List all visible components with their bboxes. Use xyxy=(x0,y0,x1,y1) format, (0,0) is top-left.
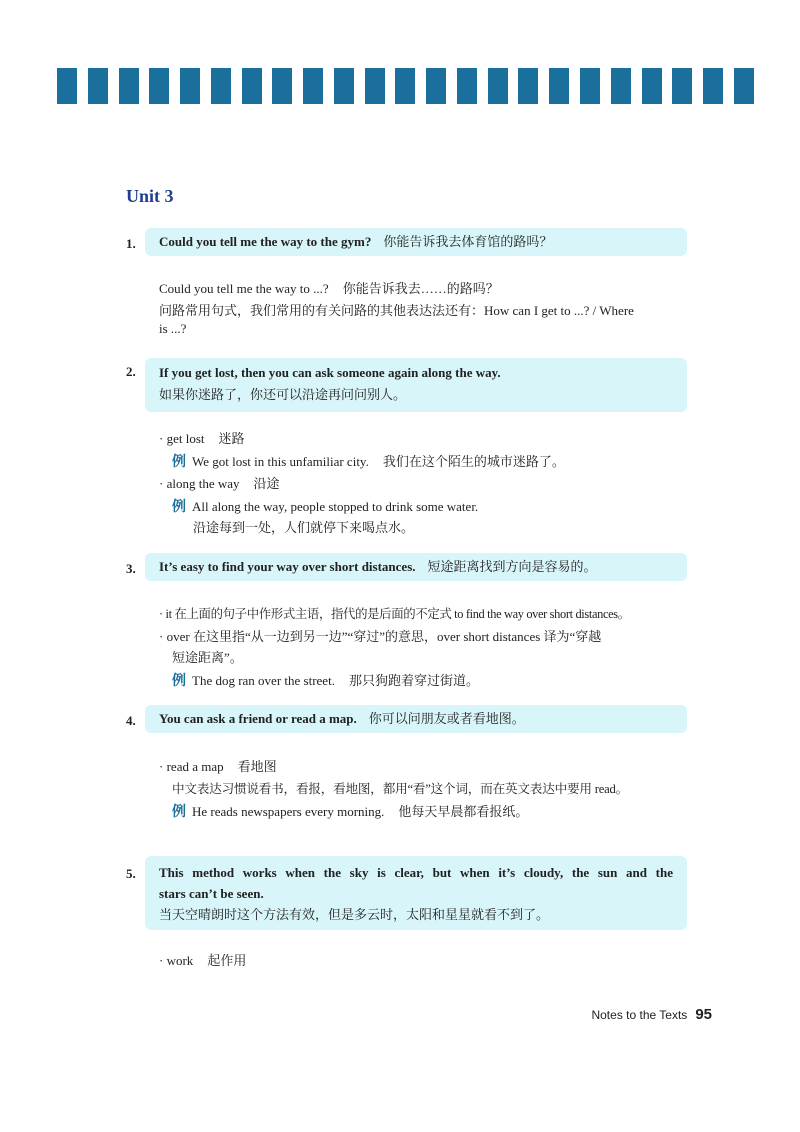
sentence-en: If you get lost, then you can ask someone again along the way. xyxy=(159,365,501,380)
list-item xyxy=(159,756,277,775)
example xyxy=(172,801,528,821)
term-meaning: 迷路 xyxy=(218,431,245,446)
example xyxy=(172,496,478,516)
bullet: · xyxy=(159,431,164,446)
sentence-box xyxy=(145,228,687,256)
item-number: 4. xyxy=(126,713,136,728)
sentence-zh: 当天空晴朗时这个方法有效，但是多云时，太阳和星星就看不到了。 xyxy=(159,907,550,922)
example-zh: 那只狗跑着穿过街道。 xyxy=(348,673,479,688)
list-item xyxy=(159,473,280,492)
sentence-en: This method works when the sky is clear, but when it’s cloudy, the sun and the xyxy=(159,865,673,880)
sentence-en: Could you tell me the way to the gym? xyxy=(159,234,372,249)
list-item xyxy=(159,428,245,447)
example-label: 例 xyxy=(172,455,186,470)
example-zh: 他每天早晨都看报纸。 xyxy=(398,804,529,819)
sentence-en: You can ask a friend or read a map. xyxy=(159,711,357,726)
bullet: · xyxy=(159,759,164,774)
term: read a map xyxy=(166,759,224,774)
example xyxy=(172,670,479,690)
example-en: He reads newspapers every morning. xyxy=(192,804,385,819)
item-number: 1. xyxy=(126,236,136,251)
example-zh: 沿途每到一处，人们就停下来喝点水。 xyxy=(193,520,415,535)
note-text-cont: 短途距离”。 xyxy=(172,650,243,665)
term: get lost xyxy=(166,431,205,446)
example-label: 例 xyxy=(172,500,186,515)
note-en: Could you tell me the way to ...? xyxy=(159,281,329,296)
sentence-zh: 如果你迷路了，你还可以沿途再问问别人。 xyxy=(159,387,407,402)
list-item xyxy=(159,950,246,969)
note-text: 中文表达习惯说看书，看报，看地图，都用“看”这个词，而在英文表达中要用 read。 xyxy=(172,782,628,796)
example-label: 例 xyxy=(172,674,186,689)
term: work xyxy=(166,953,194,968)
sentence-zh: 你可以问朋友或者看地图。 xyxy=(368,711,525,726)
sentence-box xyxy=(145,856,687,930)
term-meaning: 沿途 xyxy=(253,476,280,491)
example-label: 例 xyxy=(172,805,186,820)
footer-label: Notes to the Texts xyxy=(591,1008,688,1022)
example-en: We got lost in this unfamiliar city. xyxy=(192,454,369,469)
note-paragraph-cont: is ...? xyxy=(159,321,187,336)
term-meaning: 看地图 xyxy=(237,759,277,774)
bullet: · xyxy=(159,476,164,491)
example xyxy=(172,451,565,471)
sentence-box xyxy=(145,553,687,581)
sentence-box xyxy=(145,705,687,733)
sentence-zh: 你能告诉我去体育馆的路吗？ xyxy=(383,234,553,249)
item-number: 2. xyxy=(126,364,136,379)
term: along the way xyxy=(166,476,240,491)
item-number: 3. xyxy=(126,561,136,576)
note-zh: 你能告诉我去……的路吗？ xyxy=(342,281,499,296)
unit-title: Unit 3 xyxy=(126,186,174,206)
note-text: over 在这里指“从一边到另一边”“穿过”的意思，over short distances 译为“穿越 xyxy=(166,629,602,644)
note-line xyxy=(159,278,499,297)
note-text: it 在上面的句子中作形式主语，指代的是后面的不定式 to find the way over short distances。 xyxy=(165,607,630,621)
sentence-box xyxy=(145,358,687,412)
bullet: · xyxy=(159,629,164,644)
example-zh: 我们在这个陌生的城市迷路了。 xyxy=(382,454,565,469)
sentence-en: It’s easy to find your way over short distances. xyxy=(159,559,416,574)
bullet: · xyxy=(159,953,164,968)
header-decoration xyxy=(57,68,754,104)
term-meaning: 起作用 xyxy=(207,953,247,968)
example-en: All along the way, people stopped to drink some water. xyxy=(192,499,479,514)
list-item xyxy=(159,626,601,645)
sentence-zh: 短途距离找到方向是容易的。 xyxy=(427,559,597,574)
list-item xyxy=(159,604,630,622)
page-number: 95 xyxy=(695,1006,712,1023)
sentence-en-cont: stars can’t be seen. xyxy=(159,886,264,901)
note-paragraph: 问路常用句式，我们常用的有关问路的其他表达法还有：How can I get to ...? / Where xyxy=(159,303,634,318)
page-footer xyxy=(591,1006,712,1023)
bullet: · xyxy=(159,607,163,621)
item-number: 5. xyxy=(126,866,136,881)
example-en: The dog ran over the street. xyxy=(192,673,335,688)
